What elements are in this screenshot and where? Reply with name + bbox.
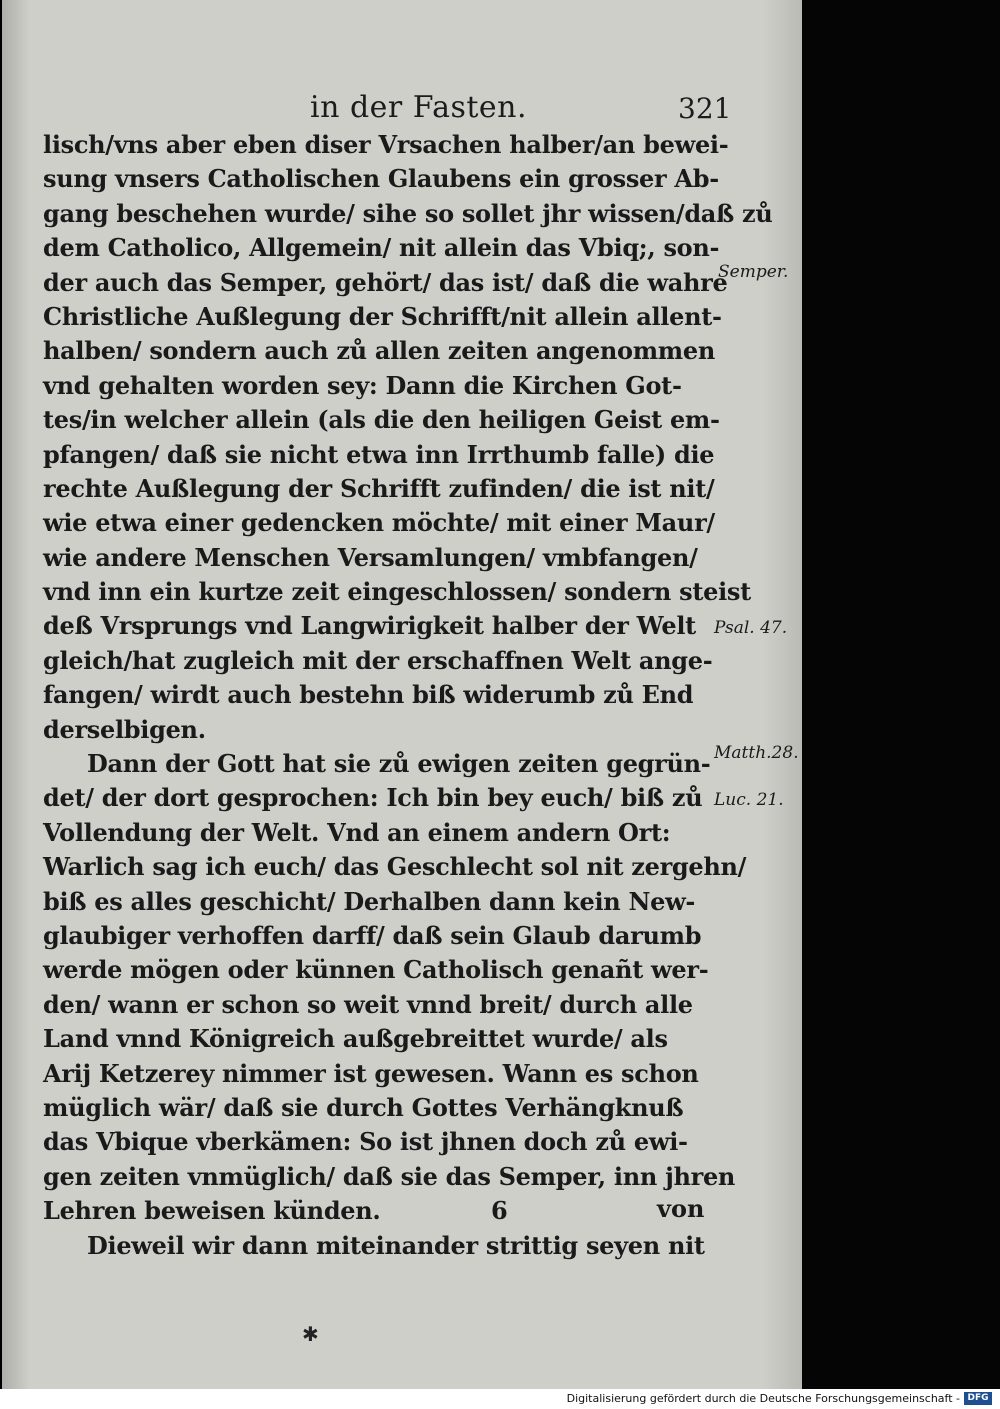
dfg-logo-icon[interactable]: DFG — [964, 1392, 992, 1405]
text-line: Land vnnd Königreich außgebreittet wurde/ als — [43, 1024, 668, 1054]
text-line: tes/in welcher allein (als die den heiligen Geist em- — [43, 405, 720, 435]
margin-note-psalm: Psal. 47. — [714, 618, 788, 638]
text-line: rechte Außlegung der Schrifft zufinden/ die ist nit/ — [43, 473, 715, 503]
text-line: Arij Ketzerey nimmer ist gewesen. Wann es schon — [43, 1058, 699, 1088]
text-line: vnd inn ein kurtze zeit eingeschlossen/ sondern steist — [43, 577, 751, 607]
text-line: det/ der dort gesprochen: Ich bin bey euch/ biß zů — [43, 783, 703, 813]
margin-note-matthew: Matth.28. — [714, 743, 799, 763]
text-line: gen zeiten vnmüglich/ daß sie das Semper, inn jhren — [43, 1161, 736, 1191]
text-line: der auch das Semper, gehört/ das ist/ daß die wahre — [43, 267, 728, 297]
text-line: biß es alles geschicht/ Derhalben dann kein New- — [43, 886, 696, 916]
text-line: Vollendung der Welt. Vnd an einem andern Ort: — [43, 817, 671, 847]
book-page — [2, 0, 802, 1389]
footer-bar — [0, 1389, 1000, 1409]
paragraph-start-line: Dann der Gott hat sie zů ewigen zeiten gegrün- — [87, 749, 711, 779]
text-line: derselbigen. — [43, 714, 206, 744]
text-line: Christliche Außlegung der Schrifft/nit allein allent- — [43, 301, 722, 331]
text-line: wie etwa einer gedencken möchte/ mit einer Maur/ — [43, 508, 715, 538]
text-line: müglich wär/ daß sie durch Gottes Verhängknuß — [43, 1092, 684, 1122]
running-title: in der Fasten. — [310, 90, 528, 125]
text-line: glaubiger verhoffen darff/ daß sein Glaub darumb — [43, 920, 702, 950]
text-line: dem Catholico, Allgemein/ nit allein das Vbiq;, son- — [43, 233, 720, 263]
margin-note-semper: Semper. — [718, 262, 789, 282]
text-line: fangen/ wirdt auch bestehn biß widerumb zů End — [43, 680, 694, 710]
text-line: werde mögen oder künnen Catholisch genañt wer- — [43, 955, 709, 985]
text-line: das Vbique vberkämen: So ist jhnen doch zů ewi- — [43, 1127, 688, 1157]
text-line: Warlich sag ich euch/ das Geschlecht sol nit zergehn/ — [43, 852, 747, 882]
scan-background — [802, 0, 1000, 1389]
text-line: Lehren beweisen künden. — [43, 1196, 381, 1226]
catchword: von — [657, 1194, 705, 1223]
funding-credit: Digitalisierung gefördert durch die Deutsche Forschungsgemeinschaft - — [566, 1392, 960, 1405]
ornament-icon: ✱ — [302, 1322, 319, 1346]
text-line: gleich/hat zugleich mit der erschaffnen Welt ange- — [43, 645, 713, 675]
text-line: halben/ sondern auch zů allen zeiten angenommen — [43, 336, 716, 366]
text-line: den/ wann er schon so weit vnnd breit/ durch alle — [43, 989, 693, 1019]
page-number: 321 — [678, 92, 732, 125]
text-line: deß Vrsprungs vnd Langwirigkeit halber der Welt — [43, 611, 696, 641]
text-line: pfangen/ daß sie nicht etwa inn Irrthumb falle) die — [43, 439, 715, 469]
text-line: gang beschehen wurde/ sihe so sollet jhr wissen/daß zů — [43, 198, 773, 228]
paragraph-start-line: Dieweil wir dann miteinander strittig seyen nit — [87, 1230, 705, 1260]
text-line: wie andere Menschen Versamlungen/ vmbfangen/ — [43, 542, 698, 572]
text-line: vnd gehalten worden sey: Dann die Kirchen Got- — [43, 370, 682, 400]
signature-mark: 6 — [491, 1196, 508, 1225]
text-line: lisch/vns aber eben diser Vrsachen halber/an bewei- — [43, 130, 729, 159]
text-line: sung vnsers Catholischen Glaubens ein grosser Ab- — [43, 164, 719, 194]
margin-note-luke: Luc. 21. — [714, 790, 784, 810]
